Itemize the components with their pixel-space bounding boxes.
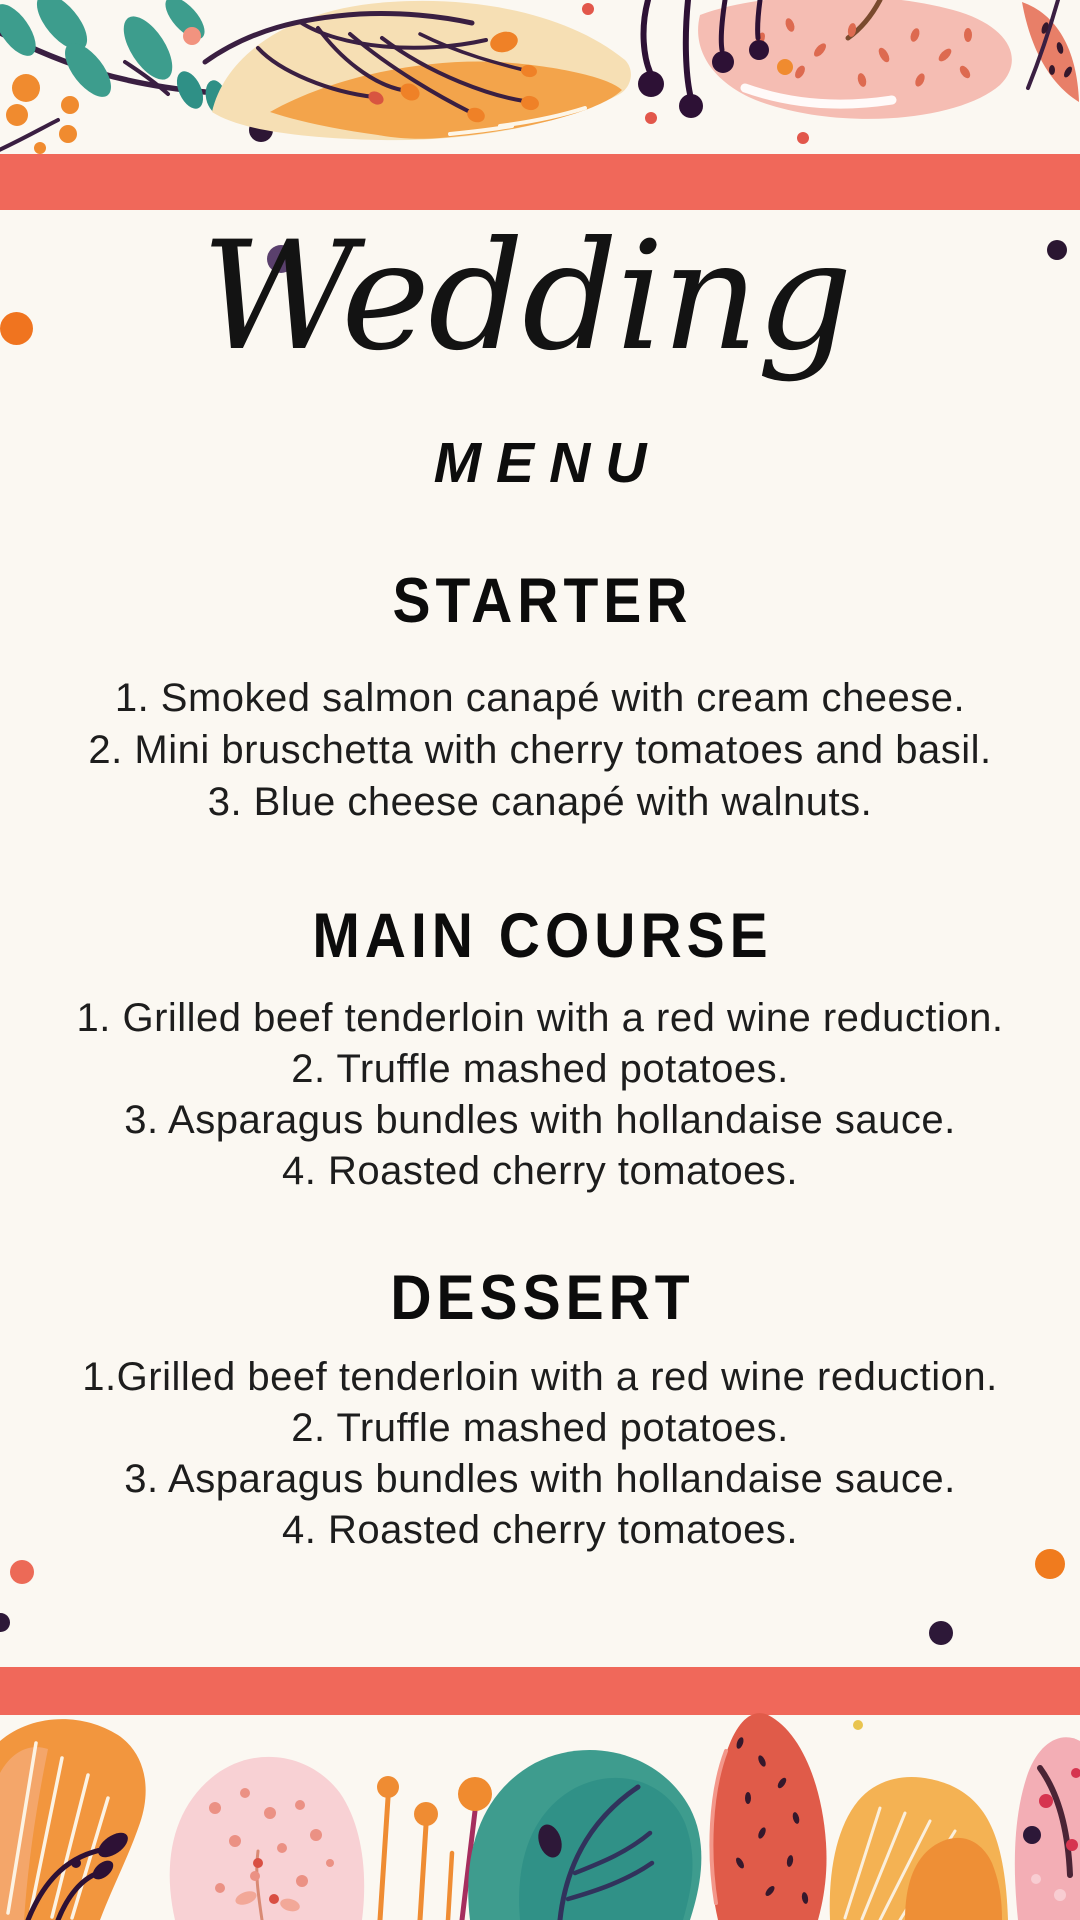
section-items-main-course xyxy=(0,993,1080,1197)
yellow-dot xyxy=(853,1720,863,1730)
coral-stripe-bottom xyxy=(0,1667,1080,1715)
menu-item: 3. Asparagus bundles with hollandaise sauce. xyxy=(124,1098,956,1142)
menu-item: 1. Smoked salmon canapé with cream cheese. xyxy=(114,676,966,720)
yellow-petal-icon xyxy=(830,1777,1008,1920)
menu-item: 3. Asparagus bundles with hollandaise sauce. xyxy=(124,1457,956,1501)
red-speckled-leaf-icon xyxy=(710,1713,826,1920)
coral-dot-bottom-left xyxy=(10,1560,34,1584)
menu-item: 1. Grilled beef tenderloin with a red wine reduction. xyxy=(76,996,1004,1040)
section-heading-dessert: DESSERT xyxy=(390,1262,695,1334)
coral-dot xyxy=(582,3,594,15)
section-items-starter xyxy=(0,672,1080,828)
teal-leaf-icon xyxy=(468,1750,701,1920)
menu-item: 3. Blue cheese canapé with walnuts. xyxy=(207,780,873,824)
section-heading-starter: STARTER xyxy=(392,565,693,637)
menu-item: 2. Truffle mashed potatoes. xyxy=(291,1406,789,1450)
menu-item: 2. Mini bruschetta with cherry tomatoes and basil. xyxy=(88,728,992,772)
menu-item: 1.Grilled beef tenderloin with a red wine reduction. xyxy=(82,1355,998,1399)
coral-leaf-icon xyxy=(1022,0,1079,102)
section-heading-main-course: MAIN COURSE xyxy=(312,900,773,972)
menu-item: 4. Roasted cherry tomatoes. xyxy=(282,1149,798,1193)
pink-blob-right-icon xyxy=(1015,1737,1080,1920)
page-title: Wedding xyxy=(201,210,851,384)
menu-item: 2. Truffle mashed potatoes. xyxy=(291,1047,789,1091)
peach-leaf-icon xyxy=(205,1,631,140)
section-items-dessert xyxy=(0,1352,1080,1556)
floral-bottom-border xyxy=(0,1713,1080,1920)
page-subtitle: MENU xyxy=(433,431,662,495)
floral-top-border xyxy=(0,0,1080,155)
salmon-dot xyxy=(183,27,201,45)
menu-item: 4. Roasted cherry tomatoes. xyxy=(282,1508,798,1552)
coral-stripe-top xyxy=(0,154,1080,210)
pink-leaf-icon xyxy=(698,0,1012,119)
purple-dot-bottom-left-edge xyxy=(0,1613,10,1632)
pink-speckled-blob-icon xyxy=(170,1757,364,1920)
orange-berry-cluster-icon xyxy=(0,74,79,154)
purple-dot-bottom-right xyxy=(929,1621,953,1645)
